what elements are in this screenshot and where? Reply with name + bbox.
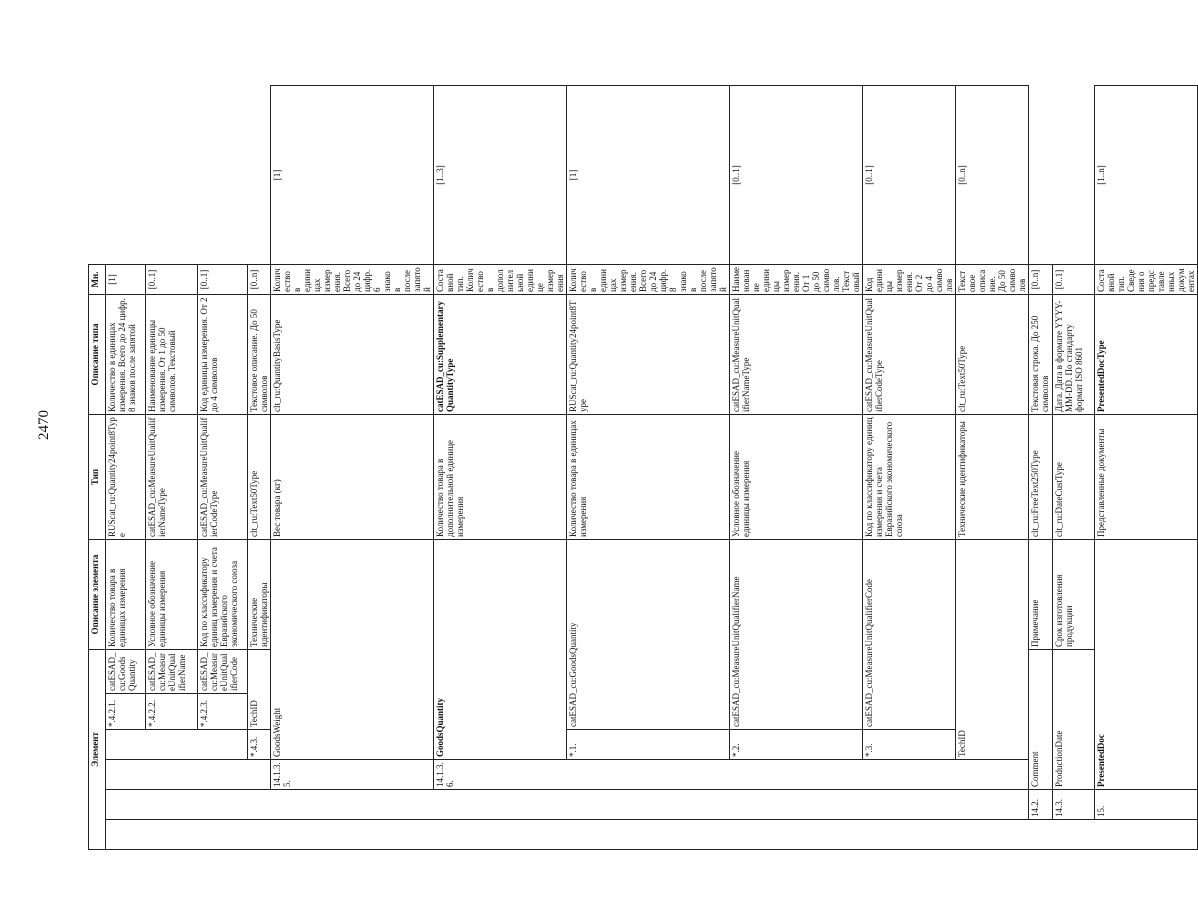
element-number: *.2. <box>730 730 863 760</box>
element-type: clt_ru:FreeText250Type <box>1029 414 1053 539</box>
table-row <box>271 86 434 850</box>
element-description: Количество товара в дополнительной единице измерения <box>434 414 567 539</box>
indent-cell <box>106 790 1029 820</box>
element-name: Comment <box>1029 649 1053 789</box>
element-description: Условное обозначение единицы измерения <box>730 414 863 539</box>
multiplicity: [1] <box>567 86 730 265</box>
table-row <box>106 86 146 850</box>
element-name: catESAD_cu:MeasureUnitQualifierCode <box>863 539 956 729</box>
multiplicity: [0..1] <box>730 86 863 265</box>
element-name: GoodsQuantity <box>434 539 567 759</box>
element-name: catESAD_cu:GoodsQuantity <box>106 649 146 693</box>
type-description: Количество в единицах измерения. Всего до 24 цифр. 8 знаков после запятой <box>106 294 146 414</box>
element-type: catESAD_cu:MeasureUnitQualifierCodeType <box>863 294 956 414</box>
element-number: *.1. <box>567 730 730 760</box>
type-description: Код единицы измерения. От 2 до 4 символов <box>198 294 248 414</box>
element-description: Примечание <box>1029 539 1053 649</box>
element-type: RUScat_ru:Quantity24point8Type <box>106 414 146 539</box>
element-name: PresentedDoc <box>1095 539 1198 789</box>
type-description: Текстовое описание. До 50 символов <box>248 294 271 414</box>
element-number: 14.1.3.5. <box>271 760 434 790</box>
element-number: *.3. <box>863 730 956 760</box>
multiplicity: [1..3] <box>434 86 567 265</box>
header-row <box>89 86 106 850</box>
multiplicity: [1..n] <box>1095 86 1198 265</box>
element-type: RUScat_ru:Quantity24point8Type <box>567 294 730 414</box>
element-number: 14.3. <box>1053 790 1095 820</box>
type-description: Дата. Дата в формате YYYY-MM-DD. По стандарту формат ISO 8601 <box>1053 294 1095 414</box>
type-description: Количество в единицах измерения. Всего до 24 цифр. 8 знаков после запятой <box>567 264 730 294</box>
element-type: clt_ru:QuantityBasisType <box>271 294 434 414</box>
element-type: clt_ru:DateCustType <box>1053 414 1095 539</box>
type-description: Текстовая строка. До 250 символов <box>1029 294 1053 414</box>
type-description: Наименование единицы измерения. От 1 до 50 символов. Текстовый <box>146 294 198 414</box>
header-multiplicity: Мн. <box>89 264 106 294</box>
indent-cell <box>106 730 248 760</box>
multiplicity: [0..n] <box>956 86 1029 265</box>
element-type: clt_ru:Text50Type <box>956 294 1029 414</box>
element-description: Технические идентификаторы <box>248 539 271 649</box>
element-name: catESAD_cu:MeasureUnitQualifierName <box>146 649 198 693</box>
element-name: TechID <box>956 539 1029 759</box>
element-description: Срок изготовления продукции <box>1053 539 1095 649</box>
element-spec-table <box>88 85 1198 850</box>
element-description: Технические идентификаторы <box>956 414 1029 539</box>
element-description: Вес товара (кг) <box>271 414 434 539</box>
multiplicity: [0..n] <box>1029 264 1053 294</box>
element-type: clt_ru:Text50Type <box>248 414 271 539</box>
element-name: catESAD_cu:GoodsQuantity <box>567 539 730 729</box>
table-row <box>1095 86 1198 850</box>
element-name: ProductionDate <box>1053 649 1095 789</box>
type-description: Текстовое описание. До 50 символов <box>956 264 1029 294</box>
element-type: catESAD_cu:SupplementaryQuantityType <box>434 294 567 414</box>
table-row <box>956 86 1029 850</box>
page-number: 2470 <box>36 410 52 440</box>
multiplicity: [1] <box>271 86 434 265</box>
table-row <box>863 86 956 850</box>
element-number: *.4.2.3. <box>198 694 248 730</box>
element-description: Код по классификатору единиц измерения и счета Евразийского экономического союза <box>198 539 248 649</box>
element-description: Количество товара в единицах измерения <box>567 414 730 539</box>
header-type: Тип <box>89 414 106 539</box>
indent-cell <box>106 820 1198 850</box>
table-row <box>434 86 567 850</box>
multiplicity: [0..1] <box>1053 264 1095 294</box>
type-description: Наименование единицы измерения. От 1 до 50 символов. Текстовый <box>730 264 863 294</box>
header-type-description: Описание типа <box>89 294 106 414</box>
table-row <box>248 86 271 850</box>
table-row <box>1053 86 1095 850</box>
multiplicity: [0..1] <box>198 264 248 294</box>
element-description: Условное обозначение единицы измерения <box>146 539 198 649</box>
table-row <box>1029 86 1053 850</box>
element-description: Код по классификатору единиц измерения и счета Евразийского экономического союза <box>863 414 956 539</box>
element-name: catESAD_cu:MeasureUnitQualifierCode <box>198 649 248 693</box>
rotated-page-content <box>88 85 1196 850</box>
element-name: catESAD_cu:MeasureUnitQualifierName <box>730 539 863 729</box>
indent-cell <box>106 760 271 790</box>
element-number: 15. <box>1095 790 1198 820</box>
element-number: 14.2. <box>1029 790 1053 820</box>
element-number: *.4.2.2. <box>146 694 198 730</box>
header-element: Элемент <box>89 649 106 849</box>
element-number: *.4.2.1. <box>106 694 146 730</box>
element-type: catESAD_cu:MeasureUnitQualifierNameType <box>146 414 198 539</box>
element-type: PresentedDocType <box>1095 294 1198 414</box>
element-name: TechID <box>248 649 271 729</box>
multiplicity: [0..n] <box>248 264 271 294</box>
table-row <box>730 86 863 850</box>
multiplicity: [0..1] <box>863 86 956 265</box>
multiplicity: [0..1] <box>146 264 198 294</box>
element-number: 14.1.3.6. <box>434 760 1029 790</box>
element-type: catESAD_cu:MeasureUnitQualifierCodeType <box>198 414 248 539</box>
type-description: Составной тип. Количество в дополнительной единице измерения <box>434 264 567 294</box>
table-row <box>567 86 730 850</box>
element-type: catESAD_cu:MeasureUnitQualifierNameType <box>730 294 863 414</box>
element-number: *.4.3. <box>248 730 271 760</box>
type-description: Код единицы измерения. От 2 до 4 символов <box>863 264 956 294</box>
type-description: Количество в единицах измерения. Всего до 24 цифр. 6 знаков после запятой <box>271 264 434 294</box>
element-description: Представленные документы <box>1095 414 1198 539</box>
multiplicity: [1] <box>106 264 146 294</box>
element-description: Количество товара в единицах измерения <box>106 539 146 649</box>
header-element-description: Описание элемента <box>89 539 106 649</box>
type-description: Составной тип. Сведения о представленных документах <box>1095 264 1198 294</box>
element-name: GoodsWeight <box>271 539 434 759</box>
